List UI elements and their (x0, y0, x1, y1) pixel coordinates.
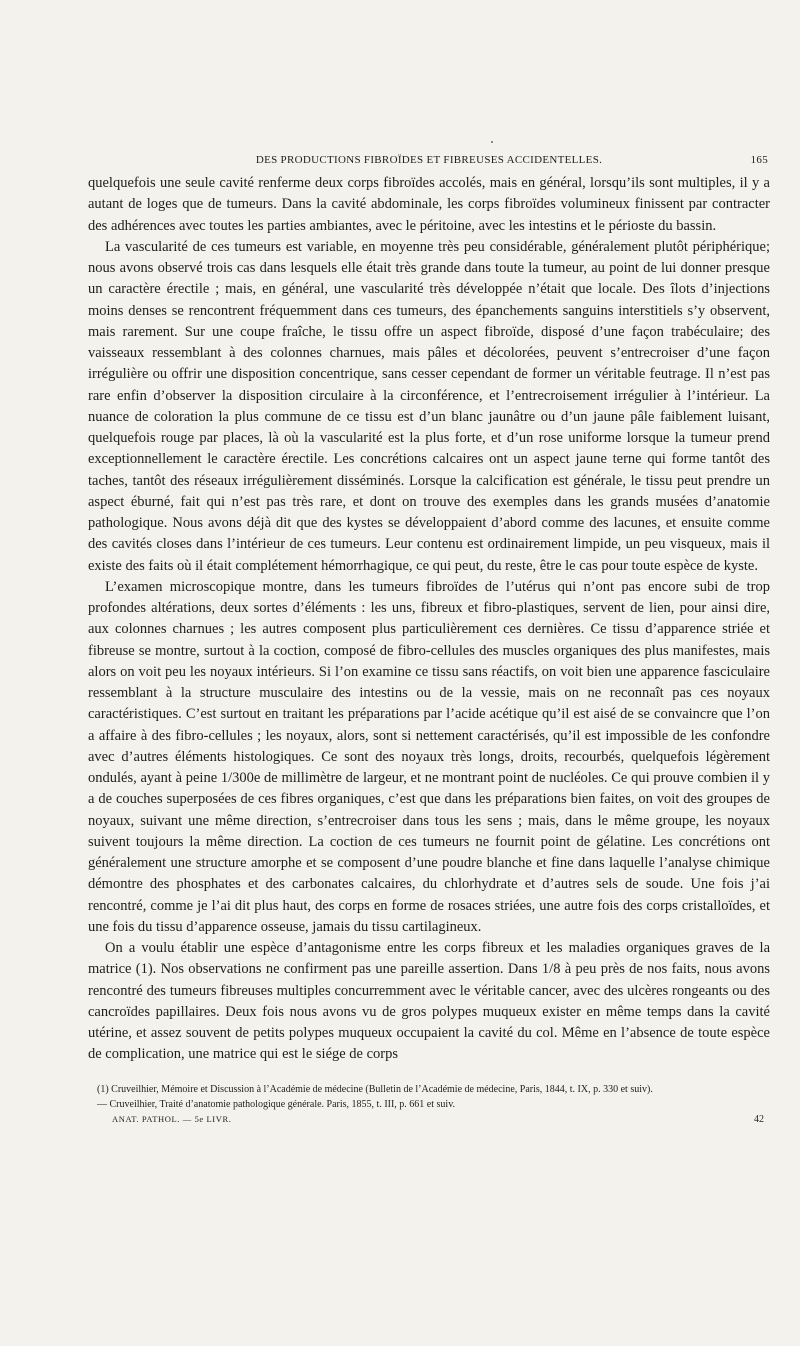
main-text (88, 173, 770, 1066)
paragraph-1: quelquefois une seule cavité renferme deux corps fibroïdes accolés, mais en général, lorsqu’ils sont multiples, il y a autant de loges que de tumeurs. Dans la cavité abdominale, les corps fibroïdes volumineux finissent par contracter des adhérences avec toutes les parties ambiantes, avec le péritoine, avec les intestins et le périoste du bassin. (88, 175, 770, 234)
print-speck (491, 141, 493, 143)
page-number: 165 (750, 154, 768, 166)
running-title: DES PRODUCTIONS FIBROÏDES ET FIBREUSES ACCIDENTELLES. (255, 154, 603, 166)
footnote-2: — Cruveilhier, Traité d’anatomie pathologique générale. Paris, 1855, t. III, p. 661 et suiv. (97, 1098, 456, 1110)
paragraph-4: On a voulu établir une espèce d’antagonisme entre les corps fibreux et les maladies organiques graves de la matrice (1). Nos observations ne confirment pas une pareille assertion. Dans 1/8 à peu près de nos faits, nous avons rencontré des tumeurs fibreuses multiples concurremment avec le véritable cancer, avec des ulcères rongeants ou des cancroïdes papillaires. Deux fois nous avons vu de gros polypes muqueux exister en même temps dans la cavité utérine, et assez souvent de petits polypes muqueux occupaient la cavité du col. Même en l’absence de toute espèce de complication, une matrice qui est le siége de corps (88, 940, 770, 1063)
footnotes (88, 1083, 770, 1112)
running-header (88, 154, 770, 172)
footnote-1: (1) Cruveilhier, Mémoire et Discussion à l’Académie de médecine (Bulletin de l’Académie de médecine, Paris, 1844, t. IX, p. 330 et suiv). (97, 1084, 653, 1095)
signature-number: 42 (754, 1114, 764, 1125)
signature-label: ANAT. PATHOL. — 5e LIVR. (112, 1114, 232, 1124)
paragraph-2: La vascularité de ces tumeurs est variable, en moyenne très peu considérable, généralement plutôt périphérique; nous avons observé trois cas dans lesquels elle était très grande dans toute la tumeur, au point de lui donner presque un caractère érectile ; mais, en général, une vascularité très développée n’était que locale. Des îlots d’injections moins denses se rencontrent fréquemment dans ces tumeurs, des épanchements sanguins interstitiels s’y observent, mais rarement. Sur une coupe fraîche, le tissu offre un aspect fibroïde, disposé d’une façon trabéculaire; des vaisseaux ressemblant à des colonnes charnues, mais pâles et décolorées, peuvent s’entrecroiser d’une façon irrégulière ou offrir une disposition concentrique, sans cesser cependant de former un véritable feutrage. Il n’est pas rare enfin d’observer la disposition circulaire à la circonférence, et l’entrecroisement irrégulier à l’intérieur. La nuance de coloration la plus commune de ce tissu est d’un blanc jaunâtre ou d’un jaune pâle faiblement luisant, quelquefois rouge par places, là où la vascularité est la plus forte, et d’un rose uniforme lorsque la tumeur prend exceptionnellement le caractère érectile. Les concrétions calcaires ont un aspect jaune terne qui forme tantôt des taches, tantôt des réseaux irrégulièrement disséminés. Lorsque la calcification est générale, le tissu peut prendre un aspect éburné, fait qui n’est pas très rare, et dont on trouve des exemples dans les grands musées d’anatomie pathologique. Nous avons déjà dit que des kystes se développaient d’abord comme des lacunes, et ensuite comme des cavités closes dans l’intérieur de ces tumeurs. Leur contenu est ordinairement limpide, un peu visqueux, mais il existe des faits où il était complétement hémorrhagique, ce qui peut, du reste, être le cas pour toute espèce de kyste. (88, 238, 770, 574)
paragraph-3: L’examen microscopique montre, dans les tumeurs fibroïdes de l’utérus qui n’ont pas encore subi de trop profondes altérations, deux sortes d’éléments : les uns, fibreux et fibro-plastiques, servent de lien, pour ainsi dire, aux colonnes charnues ; les autres composent plus particulièrement ces dernières. Ce tissu d’apparence striée et fibreuse se montre, surtout à la coction, composé de fibro-cellules des muscles organiques des plus manifestes, mais alors on voit peu les noyaux intérieurs. Si l’on examine ce tissu sans réactifs, on voit bien une apparence fasciculaire ressemblant à la structure musculaire des intestins ou de la vessie, mais on ne reconnaît pas ces noyaux caractéristiques. C’est surtout en traitant les préparations par l’acide acétique qu’il est aisé de se convaincre que l’on a affaire à des fibro-cellules ; les noyaux, alors, sont si nettement caractérisés, qu’il est impossible de les confondre avec d’autres éléments histologiques. Ce sont des noyaux très longs, droits, recourbés, quelquefois légèrement ondulés, ayant à peine 1/300e de millimètre de largeur, et ne montrant point de nucléoles. Ce qui prouve combien il y a de couches superposées de ces fibres organiques, c’est que dans les préparations bien faites, on voit des groupes de noyaux, suivant une même direction, s’entrecroiser dans tous les sens ; mais, dans le même groupe, les noyaux suivent toujours la même direction. La coction de ces tumeurs ne fournit point de gélatine. Les concrétions ont généralement une structure amorphe et se composent d’une poudre blanche et fine dans laquelle l’analyse chimique démontre des phosphates et des carbonates calcaires, du chlorhydrate et d’autres sels de soude. Une fois j’ai rencontré, comme je l’ai dit plus haut, des corps en forme de rosaces striées, une autre fois des corps cristalloïdes, et une fois du tissu d’apparence osseuse, jamais du tissu cartilagineux. (88, 578, 770, 935)
printer-signature (112, 1114, 770, 1128)
